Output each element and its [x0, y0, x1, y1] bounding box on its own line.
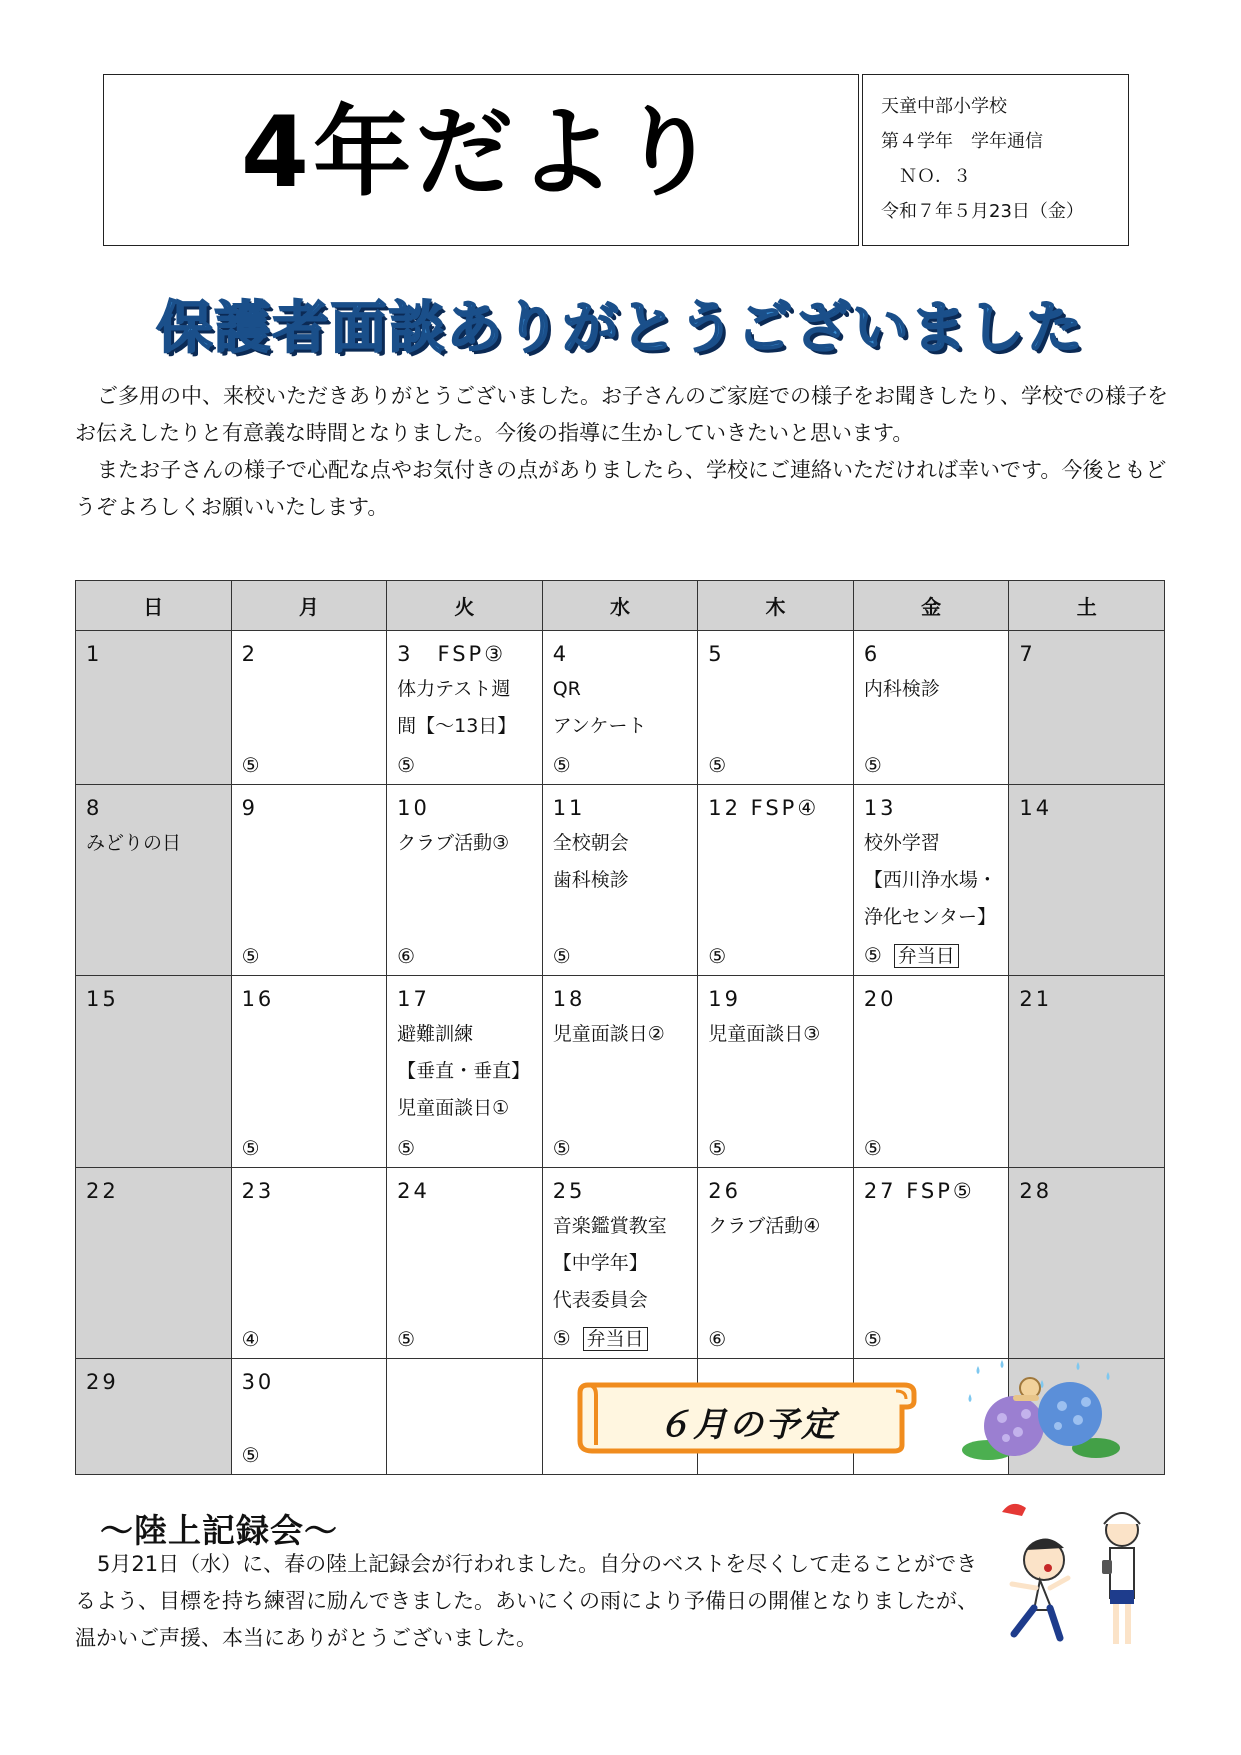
day-number: 24	[397, 1178, 430, 1203]
day-number: 7	[1019, 642, 1036, 666]
day-number: 9	[241, 796, 258, 821]
day-event: 体力テスト週	[397, 678, 511, 700]
weekday-sat: 土	[1009, 581, 1165, 631]
june-schedule-banner	[574, 1379, 920, 1455]
day-number: 17	[397, 987, 430, 1012]
day-period-count	[553, 1323, 648, 1354]
school-name: 天童中部小学校	[881, 96, 1007, 117]
day-number: 2	[241, 642, 258, 666]
calendar-day-cell-wed	[542, 785, 698, 976]
calendar-week-row	[76, 785, 1165, 976]
issue-number: ＮＯ．３	[881, 166, 971, 187]
weekday-wed: 水	[542, 581, 698, 631]
calendar-day-cell-sat	[1009, 631, 1165, 785]
day-number: 28	[1019, 1178, 1053, 1203]
hydrangea-snail-illustration-icon	[958, 1358, 1126, 1462]
calendar-day-cell-wed	[542, 1167, 698, 1358]
day-number: 14	[1019, 796, 1053, 821]
day-event: 【中学年】	[552, 1251, 648, 1274]
day-event: 音楽鑑賞教室	[552, 1214, 667, 1237]
day-number: 25	[552, 1178, 586, 1203]
day-period-count	[553, 941, 571, 971]
grade-label: 第４学年 学年通信	[881, 131, 1043, 152]
newsletter-title: 4年だより	[240, 96, 722, 210]
period-count-value: ⑤	[241, 753, 260, 778]
period-count-value: ⑥	[397, 944, 416, 969]
period-count-value: ⑤	[863, 1135, 882, 1160]
weekday-thu: 木	[698, 581, 854, 631]
june-banner-label: ６月の予定	[657, 1405, 837, 1445]
day-number: 6	[863, 642, 881, 666]
calendar-day-cell-sat	[1009, 1167, 1165, 1358]
day-number: 13	[863, 796, 897, 821]
day-period-count	[864, 940, 959, 971]
day-event: 歯科検診	[552, 869, 629, 892]
day-number: 11	[552, 796, 586, 821]
period-count-value: ⑤	[397, 1135, 416, 1160]
calendar-day-cell-fri	[853, 785, 1009, 976]
calendar-day-cell-mon	[231, 1359, 387, 1475]
day-period-count	[708, 1324, 726, 1354]
day-number: 29	[86, 1370, 119, 1395]
running-children-illustration-icon	[990, 1490, 1160, 1660]
calendar-day-cell-mon	[231, 976, 387, 1167]
period-count-value: ⑤	[241, 1443, 260, 1467]
day-period-count	[242, 941, 260, 971]
period-count-value: ⑤	[552, 1326, 571, 1351]
period-count-value: ⑤	[552, 944, 571, 969]
calendar-week-row	[76, 976, 1165, 1167]
day-number: 21	[1019, 987, 1053, 1012]
intro-paragraph-1: ご多用の中、来校いただきありがとうございました。お子さんのご家庭での様子をお聞きしたり、学校での様子をお伝えしたりと有意義な時間となりました。今後の指導に生かしていきたいと思います。	[75, 384, 1169, 445]
day-event: 児童面談日③	[708, 1023, 821, 1046]
day-event: 児童面談日②	[552, 1023, 665, 1046]
calendar-day-cell-tue	[387, 785, 543, 976]
calendar-day-cell-fri	[853, 1167, 1009, 1358]
day-period-count	[397, 1133, 415, 1163]
calendar-day-cell-sun	[76, 631, 232, 785]
day-number: 15	[86, 987, 119, 1012]
period-count-value: ⑤	[241, 1135, 260, 1160]
day-number: 5	[708, 642, 725, 666]
period-count-value: ⑤	[241, 944, 260, 969]
calendar-day-cell-sun	[76, 1359, 232, 1475]
day-period-count	[708, 941, 726, 971]
day-period-count	[708, 750, 726, 780]
day-event: 浄化センター】	[863, 906, 997, 929]
day-number: 27 FSP⑤	[863, 1178, 975, 1203]
may-calendar	[75, 580, 1165, 1475]
day-period-count	[242, 1440, 260, 1470]
calendar-day-cell-tue	[387, 631, 543, 785]
calendar-day-cell-thu	[698, 631, 854, 785]
day-period-count	[864, 750, 882, 780]
calendar-week-row	[76, 631, 1165, 785]
calendar-day-cell-sat	[1009, 976, 1165, 1167]
day-period-count	[553, 750, 571, 780]
calendar-day-cell-thu	[698, 785, 854, 976]
period-count-value: ⑤	[708, 753, 727, 778]
day-event: アンケート	[552, 715, 647, 737]
title-box	[103, 74, 859, 246]
period-count-value: ⑤	[397, 1327, 416, 1352]
day-period-count	[864, 1324, 882, 1354]
day-number: 19	[708, 987, 741, 1012]
weekday-tue: 火	[387, 581, 543, 631]
day-period-count	[708, 1133, 726, 1163]
day-number: 4	[552, 642, 570, 666]
weekday-sun: 日	[76, 581, 232, 631]
period-count-value: ⑤	[863, 1327, 882, 1352]
calendar-day-cell-sun	[76, 1167, 232, 1358]
period-count-value: ⑥	[708, 1327, 727, 1352]
calendar-day-cell-wed	[542, 631, 698, 785]
day-period-count	[242, 750, 260, 780]
calendar-day-cell-tue	[387, 1167, 543, 1358]
day-event: 全校朝会	[552, 832, 629, 855]
weekday-mon: 月	[231, 581, 387, 631]
weekday-header-row	[76, 581, 1165, 631]
day-period-count	[864, 1133, 882, 1163]
calendar-day-cell-mon	[231, 1167, 387, 1358]
day-event: 【垂直・垂直】	[397, 1060, 531, 1083]
day-number: 10	[397, 796, 430, 821]
day-number: 18	[552, 987, 586, 1012]
period-count-value: ⑤	[552, 1135, 571, 1160]
lunch-box-day-badge: 弁当日	[894, 944, 959, 968]
day-number: 22	[86, 1178, 119, 1203]
day-period-count	[397, 750, 415, 780]
calendar-week-row	[76, 1167, 1165, 1358]
day-number: 30	[241, 1370, 275, 1395]
issue-date: 令和７年５月23日（金）	[881, 201, 1084, 222]
period-count-value: ⑤	[708, 944, 727, 969]
day-event: みどりの日	[86, 832, 182, 855]
day-period-count	[397, 1324, 415, 1354]
lunch-box-day-badge: 弁当日	[583, 1327, 648, 1351]
day-period-count	[553, 1133, 571, 1163]
day-event: クラブ活動③	[397, 832, 510, 855]
day-event: 代表委員会	[552, 1288, 648, 1311]
calendar-day-cell-thu	[698, 976, 854, 1167]
day-period-count	[397, 941, 415, 971]
calendar-day-cell-sun	[76, 976, 232, 1167]
calendar-day-cell-mon	[231, 631, 387, 785]
day-event: 校外学習	[863, 832, 940, 855]
period-count-value: ④	[241, 1327, 260, 1352]
day-event: クラブ活動④	[708, 1214, 821, 1237]
day-number: 8	[86, 796, 103, 821]
calendar-day-cell-fri	[853, 631, 1009, 785]
calendar-day-cell-sun	[76, 785, 232, 976]
calendar-day-cell-tue	[387, 1359, 543, 1475]
calendar-day-cell-thu	[698, 1167, 854, 1358]
day-event: 間【～13日】	[397, 715, 517, 737]
day-number: 1	[86, 642, 103, 666]
day-event: QR	[552, 678, 581, 700]
day-number: 3 FSP③	[397, 642, 507, 666]
calendar-day-cell-fri	[853, 976, 1009, 1167]
day-event: 避難訓練	[397, 1023, 474, 1046]
period-count-value: ⑤	[863, 753, 882, 778]
section-title: ～陸上記録会～	[100, 1511, 338, 1550]
day-number: 26	[708, 1178, 741, 1203]
day-event: 【西川浄水場・	[863, 869, 997, 892]
issue-info-box	[862, 74, 1129, 246]
period-count-value: ⑤	[708, 1135, 727, 1160]
intro-paragraph-2: またお子さんの様子で心配な点やお気付きの点がありましたら、学校にご連絡いただければ幸いです。今後ともどうぞよろしくお願いいたします。	[75, 458, 1167, 519]
section-text	[75, 1546, 990, 1657]
day-number: 23	[241, 1178, 275, 1203]
calendar-day-cell-tue	[387, 976, 543, 1167]
period-count-value: ⑤	[863, 943, 882, 968]
day-event: 児童面談日①	[397, 1097, 510, 1120]
day-period-count	[242, 1133, 260, 1163]
intro-text	[75, 378, 1175, 526]
period-count-value: ⑤	[552, 753, 571, 778]
day-period-count	[242, 1324, 260, 1354]
calendar-day-cell-sat	[1009, 785, 1165, 976]
section-paragraph: 5月21日（水）に、春の陸上記録会が行われました。自分のベストを尽くして走ることができるよう、目標を持ち練習に励んできました。あいにくの雨により予備日の開催となりましたが、温かいご声援、本当にありがとうございました。	[75, 1552, 978, 1650]
weekday-fri: 金	[853, 581, 1009, 631]
calendar-day-cell-wed	[542, 976, 698, 1167]
day-number: 12 FSP④	[708, 796, 820, 821]
day-number: 16	[241, 987, 275, 1012]
period-count-value: ⑤	[397, 753, 416, 778]
day-number: 20	[863, 987, 897, 1012]
calendar-day-cell-mon	[231, 785, 387, 976]
day-event: 内科検診	[863, 678, 940, 700]
headline: 保護者面談ありがとうございました	[156, 296, 1085, 361]
